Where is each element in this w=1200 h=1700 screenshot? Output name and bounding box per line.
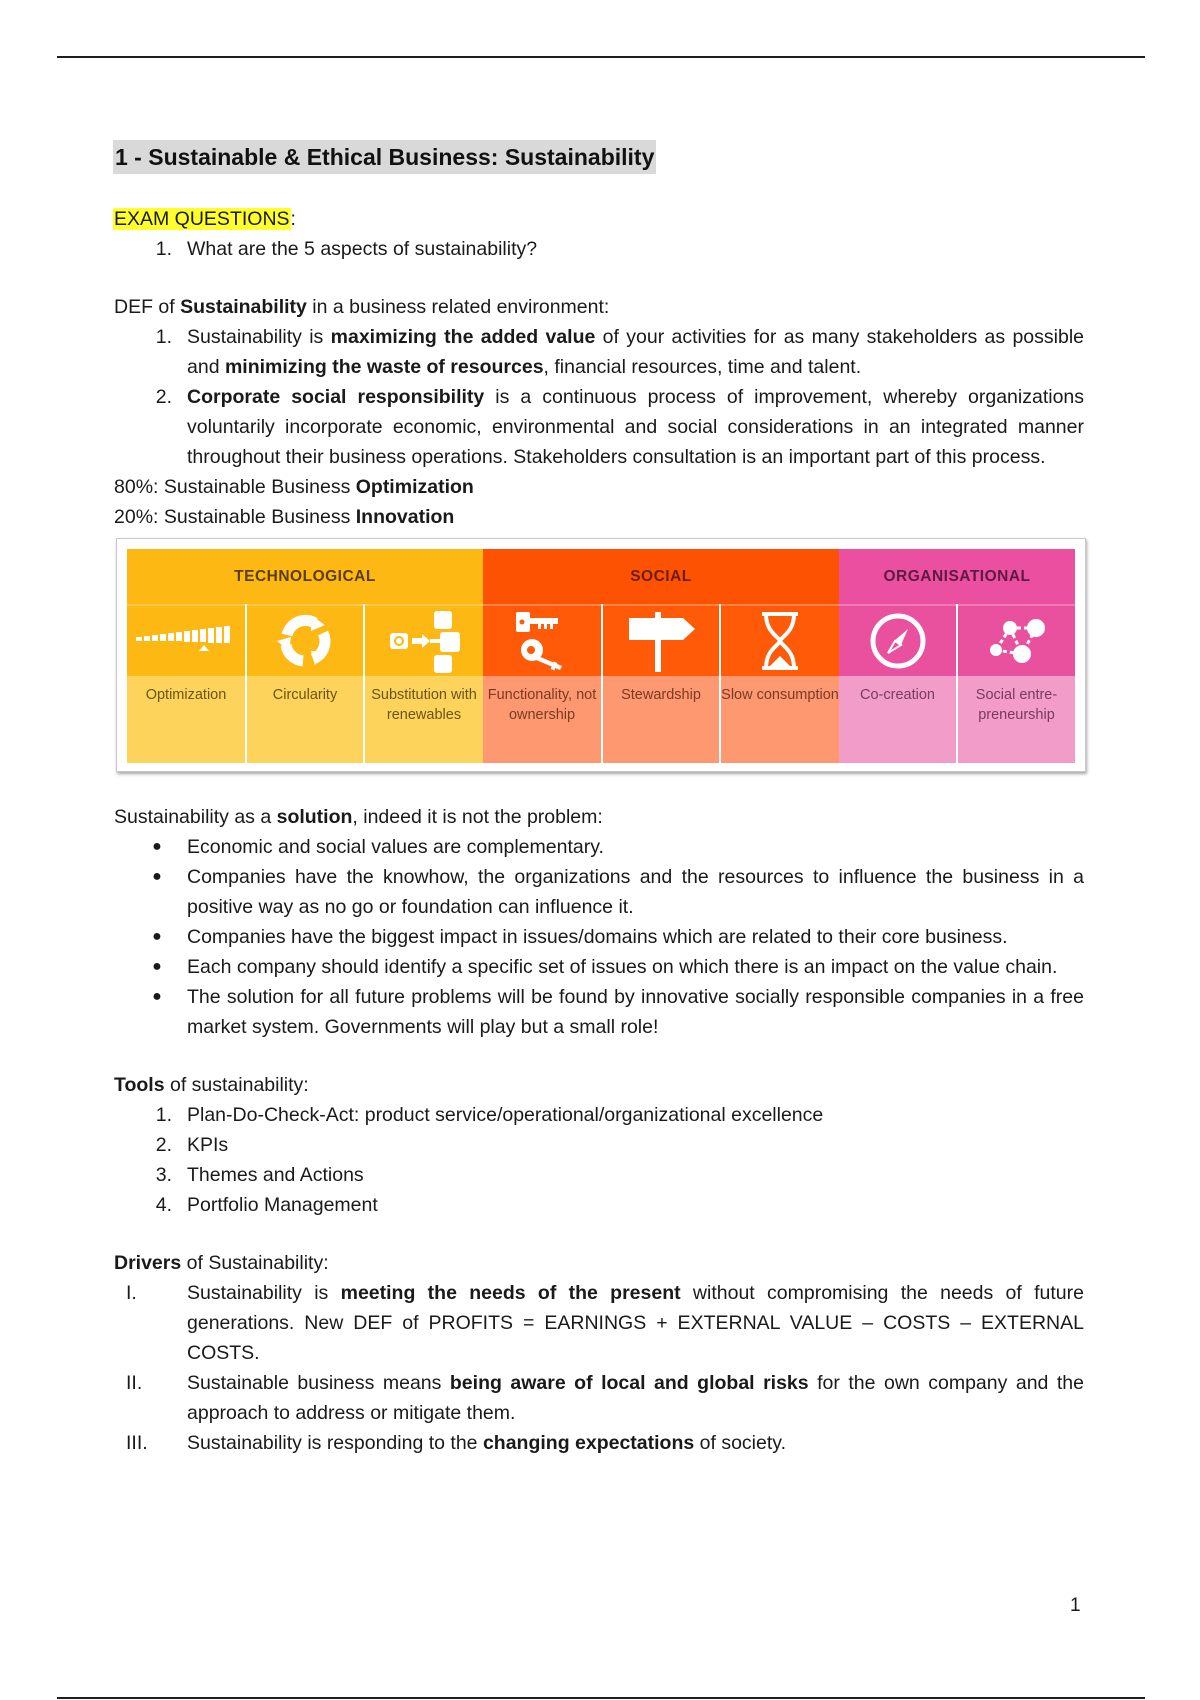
aspect-stewardship	[601, 604, 719, 763]
solution-bullet: ● Companies have the knowhow, the organizations and the resources to influence the business in a positive way as no go or foundation can influence it.	[114, 862, 1084, 922]
aspect-optimization	[127, 604, 245, 763]
keys-icon	[483, 604, 601, 676]
aspect-label: Functionality, not ownership	[483, 676, 601, 763]
aspect-social-entrepreneurship	[956, 604, 1075, 763]
aspect-circularity	[245, 604, 363, 763]
signpost-icon	[603, 604, 719, 676]
tool-item: 4. Portfolio Management	[155, 1194, 378, 1216]
definition-list	[114, 322, 1084, 472]
aspect-label: Social entre-preneurship	[958, 676, 1075, 763]
compass-icon	[839, 604, 956, 676]
exam-question: 1. What are the 5 aspects of sustainability?	[155, 238, 538, 260]
sustainability-aspects-diagram	[116, 538, 1086, 772]
aspect-slow-consumption	[719, 604, 839, 763]
exam-questions-list	[114, 234, 1084, 264]
substitution-flow-icon	[365, 604, 483, 676]
aspect-label: Co-creation	[839, 676, 956, 763]
drivers-heading: Drivers of Sustainability:	[114, 1252, 329, 1274]
group-organisational	[839, 549, 1075, 763]
bar-scale-icon	[127, 604, 245, 676]
tool-item: 2. KPIs	[155, 1134, 229, 1156]
group-header: TECHNOLOGICAL	[127, 549, 483, 604]
aspect-label: Slow consumption	[721, 676, 839, 763]
circular-arrows-icon	[247, 604, 363, 676]
driver-item: III. Sustainability is responding to the changing expectations of society.	[126, 1432, 786, 1454]
definition-item: 2. Corporate social responsibility is a continuous process of improvement, whereby organizations voluntarily incorporate economic, environmental and social considerations in an integrated manner throughout their business operations. Stakeholders consultation is an important part of this process.	[155, 386, 1085, 468]
solution-bullets	[114, 832, 1084, 1042]
tools-heading: Tools of sustainability:	[114, 1074, 309, 1096]
aspect-substitution	[363, 604, 483, 763]
optimization-ratio: 80%: Sustainable Business Optimization	[114, 476, 474, 498]
footer-rule	[57, 1697, 1145, 1699]
bullet-icon: ●	[152, 988, 162, 1005]
page-title: 1 - Sustainable & Ethical Business: Sustainability	[113, 140, 656, 174]
definition-item: 1. Sustainability is maximizing the added value of your activities for as many stakeholders as possible and minimizing the waste of resources, financial resources, time and talent.	[155, 326, 1085, 378]
group-header: ORGANISATIONAL	[839, 549, 1075, 604]
driver-item: II. Sustainable business means being aware of local and global risks for the own company and the approach to address or mitigate them.	[126, 1372, 1084, 1424]
solution-bullet: ● Each company should identify a specific set of issues on which there is an impact on the value chain.	[114, 952, 1084, 982]
solution-bullet: ● Companies have the biggest impact in issues/domains which are related to their core business.	[114, 922, 1084, 952]
group-technological	[127, 549, 483, 763]
solution-heading: Sustainability as a solution, indeed it is not the problem:	[114, 806, 603, 828]
aspect-co-creation	[839, 604, 956, 763]
aspect-functionality	[483, 604, 601, 763]
driver-item: I. Sustainability is meeting the needs of the present without compromising the needs of future generations. New DEF of PROFITS = EARNINGS + EXTERNAL VALUE – COSTS – EXTERNAL COSTS.	[126, 1282, 1084, 1364]
tools-list	[114, 1100, 1084, 1220]
header-rule	[57, 56, 1145, 58]
document-page	[114, 140, 1084, 1458]
drivers-list	[114, 1278, 1084, 1458]
solution-bullet: ● The solution for all future problems will be found by innovative socially responsible companies in a free market system. Governments will play but a small role!	[114, 982, 1084, 1042]
tool-item: 3. Themes and Actions	[155, 1164, 364, 1186]
exam-questions-highlight: EXAM QUESTIONS	[114, 208, 290, 230]
innovation-ratio: 20%: Sustainable Business Innovation	[114, 506, 455, 528]
solution-bullet: ● Economic and social values are complementary.	[114, 832, 1084, 862]
aspect-label: Substitution with renewables	[365, 676, 483, 763]
bullet-icon: ●	[152, 868, 162, 885]
group-header: SOCIAL	[483, 549, 839, 604]
page-number: 1	[1070, 1595, 1081, 1616]
definition-heading: DEF of Sustainability in a business related environment:	[114, 296, 610, 318]
hourglass-icon	[721, 604, 839, 676]
group-social	[483, 549, 839, 763]
bullet-icon: ●	[152, 928, 162, 945]
tool-item: 1. Plan-Do-Check-Act: product service/operational/organizational excellence	[155, 1104, 824, 1126]
aspect-label: Circularity	[247, 676, 363, 763]
aspect-label: Optimization	[127, 676, 245, 763]
aspect-label: Stewardship	[603, 676, 719, 763]
network-icon	[958, 604, 1075, 676]
bullet-icon: ●	[152, 838, 162, 855]
bullet-icon: ●	[152, 958, 162, 975]
exam-questions-heading: EXAM QUESTIONS:	[114, 208, 296, 230]
